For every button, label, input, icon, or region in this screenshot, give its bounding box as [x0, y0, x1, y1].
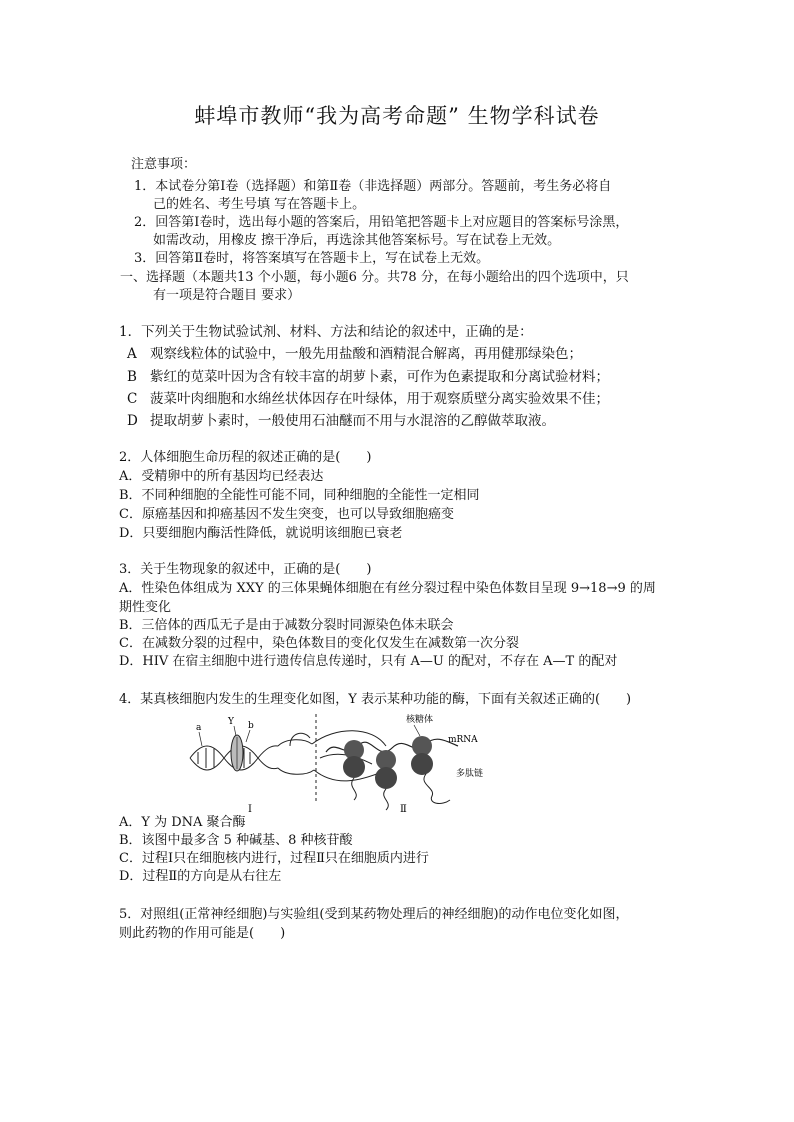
label-polypeptide: 多肽链 [456, 769, 484, 779]
label-ribosome: 核糖体 [406, 715, 434, 725]
label-process-ii: Ⅱ [400, 804, 407, 815]
question-stem: 1．下列关于生物试验试剂、材料、方法和结论的叙述中，正确的是： [119, 324, 533, 340]
q1-option-text: 提取胡萝卜素时，一般使用石油醚而不用与水混溶的乙醇做萃取液。 [150, 413, 555, 429]
notice-heading: 注意事项： [131, 157, 197, 172]
polypeptide-chain [424, 774, 450, 803]
question-stem: 5．对照组(正常神经细胞)与实验组(受到某药物处理后的神经细胞)的动作电位变化如图， [119, 907, 629, 922]
section-heading: 一、选择题（本题共13 个小题，每小题6 分。共78 分，在每小题给出的四个选项中，只 [120, 270, 629, 285]
q1-option-text: 观察线粒体的试验中，一般先用盐酸和酒精混合解离，再用健那绿染色； [150, 346, 582, 362]
question-stem: 2．人体细胞生命历程的叙述正确的是( ) [119, 450, 372, 465]
ribosome-large [343, 756, 365, 778]
q1-option-label: B [127, 369, 137, 385]
notice-line: 己的姓名、考生号填 写在答题卡上。 [153, 197, 366, 212]
q4-option: C．过程Ⅰ只在细胞核内进行，过程Ⅱ只在细胞质内进行 [119, 851, 429, 866]
q3-option: D．HIV 在宿主细胞中进行遗传信息传递时，只有 A—U 的配对，不存在 A—T 的配对 [119, 654, 618, 669]
q2-option: C．原癌基因和抑癌基因不发生突变，也可以导致细胞癌变 [119, 507, 454, 522]
section-heading-cont: 有一项是符合题目 要求） [153, 288, 301, 303]
q4-option: B．该图中最多含 5 种碱基、8 种核苷酸 [119, 833, 353, 848]
notice-line: 1．本试卷分第Ⅰ卷（选择题）和第Ⅱ卷（非选择题）两部分。答题前，考生务必将自 [134, 179, 612, 194]
page-title: 蚌埠市教师“我为高考命题” 生物学科试卷 [194, 104, 600, 128]
q2-option: B．不同种细胞的全能性可能不同，同种细胞的全能性一定相同 [119, 488, 480, 503]
label-y: Y [228, 717, 234, 727]
q3-option: B．三倍体的西瓜无子是由于减数分裂时同源染色体未联会 [119, 618, 454, 633]
q1-option-label: A [127, 346, 137, 362]
notice-line: 3．回答第Ⅱ卷时，将答案填写在答题卡上，写在试卷上无效。 [134, 251, 490, 266]
label-mrna: mRNA [448, 735, 478, 745]
notice-line: 2．回答第Ⅰ卷时，选出每小题的答案后，用铅笔把答题卡上对应题目的答案标号涂黑， [134, 215, 629, 230]
q2-option: A．受精卵中的所有基因均已经表达 [119, 469, 324, 484]
q4-option: D．过程Ⅱ的方向是从右往左 [119, 869, 282, 884]
q4-option: A．Y 为 DNA 聚合酶 [119, 815, 246, 830]
q3-option: A．性染色体组成为 XXY 的三体果蝇体细胞在有丝分裂过程中染色体数目呈现 9→18→9 的周 [119, 581, 656, 596]
q3-option: C．在减数分裂的过程中，染色体数目的变化仅发生在减数第一次分裂 [119, 636, 519, 651]
question-stem-cont: 则此药物的作用可能是( ) [119, 926, 286, 941]
ribosome-large [411, 753, 433, 775]
q1-option-label: C [127, 391, 138, 407]
q2-option: D．只要细胞内酶活性降低，就说明该细胞已衰老 [119, 526, 403, 541]
q1-option-text: 菠菜叶肉细胞和水绵丝状体因存在叶绿体，用于观察质壁分离实验效果不佳； [150, 391, 609, 407]
transcription-translation-figure [186, 712, 526, 818]
question-stem: 3．关于生物现象的叙述中，正确的是( ) [119, 562, 372, 577]
label-process-i: Ⅰ [248, 804, 252, 815]
ribosome-large [375, 767, 397, 789]
q1-option-text: 紫红的苋菜叶因为含有较丰富的胡萝卜素，可作为色素提取和分离试验材料； [150, 369, 609, 385]
q3-option-cont: 期性变化 [119, 600, 172, 615]
label-b: b [248, 721, 254, 731]
notice-line: 如需改动，用橡皮 擦干净后，再选涂其他答案标号。写在试卷上无效。 [153, 233, 561, 248]
q1-option-label: D [127, 413, 138, 429]
label-a: a [196, 723, 202, 733]
question-stem: 4．某真核细胞内发生的生理变化如图，Y 表示某种功能的酶，下面有关叙述正确的( ) [119, 692, 632, 707]
